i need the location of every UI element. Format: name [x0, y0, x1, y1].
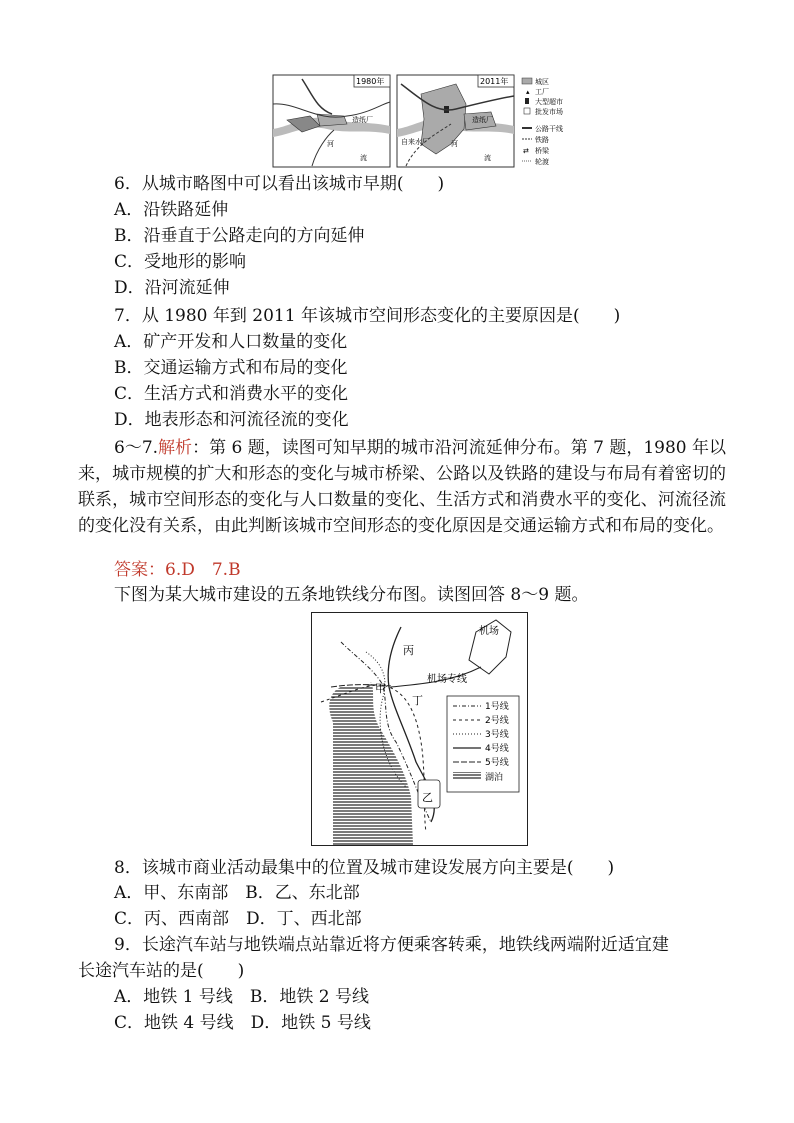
legend-market: 批发市场 — [535, 108, 563, 116]
legend-line-3: 3号线 — [485, 730, 509, 740]
q6-option-a: A．沿铁路延伸 — [114, 200, 229, 220]
q9-stem-line1: 9．长途汽车站与地铁端点站靠近将方便乘客转乘，地铁线两端附近适宜建 — [114, 935, 669, 955]
analysis-label: 解析 — [158, 438, 193, 458]
legend-bridge: 桥梁 — [535, 147, 549, 155]
answer-label: 答案 — [114, 560, 148, 580]
map-2011-river1: 河 — [451, 140, 458, 148]
q6-option-c: C．受地形的影响 — [114, 252, 247, 272]
map-1980 — [273, 75, 390, 167]
legend-railway: 铁路 — [535, 136, 549, 144]
svg-text:▴: ▴ — [526, 88, 530, 96]
map-2011-factory: 造纸厂 — [472, 116, 493, 124]
q7-stem: 7．从 1980 年到 2011 年该城市空间形态变化的主要原因是( ) — [114, 306, 621, 326]
q9-options-row1: A．地铁 1 号线 B．地铁 2 号线 — [114, 987, 370, 1007]
svg-text:⇄: ⇄ — [523, 147, 529, 155]
airport-label: 机场 — [479, 626, 499, 637]
analysis-body: ：第 6 题，读图可知早期的城市沿河流延伸分布。第 7 题，1980 年以来，城市规模的扩大和形态的变化与城市桥梁、公路以及铁路的建设与布局有着密切的联系，城市空间形态的变化与人口数量的变化、生活方式和消费水平的变化、河流径流的变化没有关系，由此判断该城市空间形态的变化原因是交通运输方式和布局的变化。 — [78, 438, 727, 536]
place-bing: 丙 — [403, 644, 414, 657]
place-ding: 丁 — [412, 694, 423, 707]
map-1980-river1: 河 — [327, 140, 334, 148]
map-2011-river2: 流 — [484, 154, 491, 162]
intro-8-9: 下图为某大城市建设的五条地铁线分布图。读图回答 8～9 题。 — [114, 585, 589, 605]
legend-highway: 公路干线 — [535, 125, 563, 133]
analysis-prefix: 6～7. — [114, 438, 159, 458]
map-2011-water: 自来水厂 — [401, 138, 429, 146]
city-map-figure — [272, 74, 576, 170]
place-jia: 甲 — [375, 682, 386, 695]
analysis-paragraph — [78, 435, 726, 539]
map-2011 — [397, 75, 514, 167]
q7-option-c: C．生活方式和消费水平的变化 — [114, 384, 349, 404]
legend-ferry: 轮渡 — [535, 158, 549, 166]
answer-line — [114, 557, 241, 583]
q7-option-a: A．矿产开发和人口数量的变化 — [114, 332, 348, 352]
airport-line-label: 机场专线 — [427, 674, 467, 685]
legend-urban: 城区 — [535, 78, 549, 86]
q6-stem: 6．从城市略图中可以看出该城市早期( ) — [114, 174, 445, 194]
q9-stem-line2: 长途汽车站的是( ) — [78, 961, 245, 981]
legend-line-1: 1号线 — [485, 702, 509, 712]
subway-map-figure — [311, 612, 528, 846]
map-1980-river2: 流 — [360, 154, 367, 162]
legend-factory: 工厂 — [535, 88, 549, 96]
q7-option-b: B．交通运输方式和布局的变化 — [114, 358, 348, 378]
q9-options-row2: C．地铁 4 号线 D．地铁 5 号线 — [114, 1013, 371, 1033]
map-2011-year: 2011年 — [480, 77, 509, 86]
q8-stem: 8．该城市商业活动最集中的位置及城市建设发展方向主要是( ) — [114, 858, 615, 878]
answer-body: ：6.D 7.B — [148, 560, 241, 580]
legend-line-5: 5号线 — [485, 758, 509, 768]
subway-legend — [447, 696, 519, 792]
legend-supermarket: 大型超市 — [535, 98, 563, 106]
legend-lake: 湖泊 — [485, 773, 504, 783]
q7-option-d: D．地表形态和河流径流的变化 — [114, 410, 349, 430]
legend-line-4: 4号线 — [485, 744, 509, 754]
legend-line-2: 2号线 — [485, 716, 509, 726]
place-yi: 乙 — [422, 791, 433, 804]
map-1980-year: 1980年 — [356, 77, 385, 86]
q8-options-row1: A．甲、东南部 B．乙、东北部 — [114, 883, 360, 903]
q8-options-row2: C．丙、西南部 D．丁、西北部 — [114, 909, 362, 929]
q6-option-d: D．沿河流延伸 — [114, 278, 230, 298]
map-legend — [522, 77, 563, 166]
map-1980-factory: 造纸厂 — [352, 116, 373, 124]
q6-option-b: B．沿垂直于公路走向的方向延伸 — [114, 226, 365, 246]
